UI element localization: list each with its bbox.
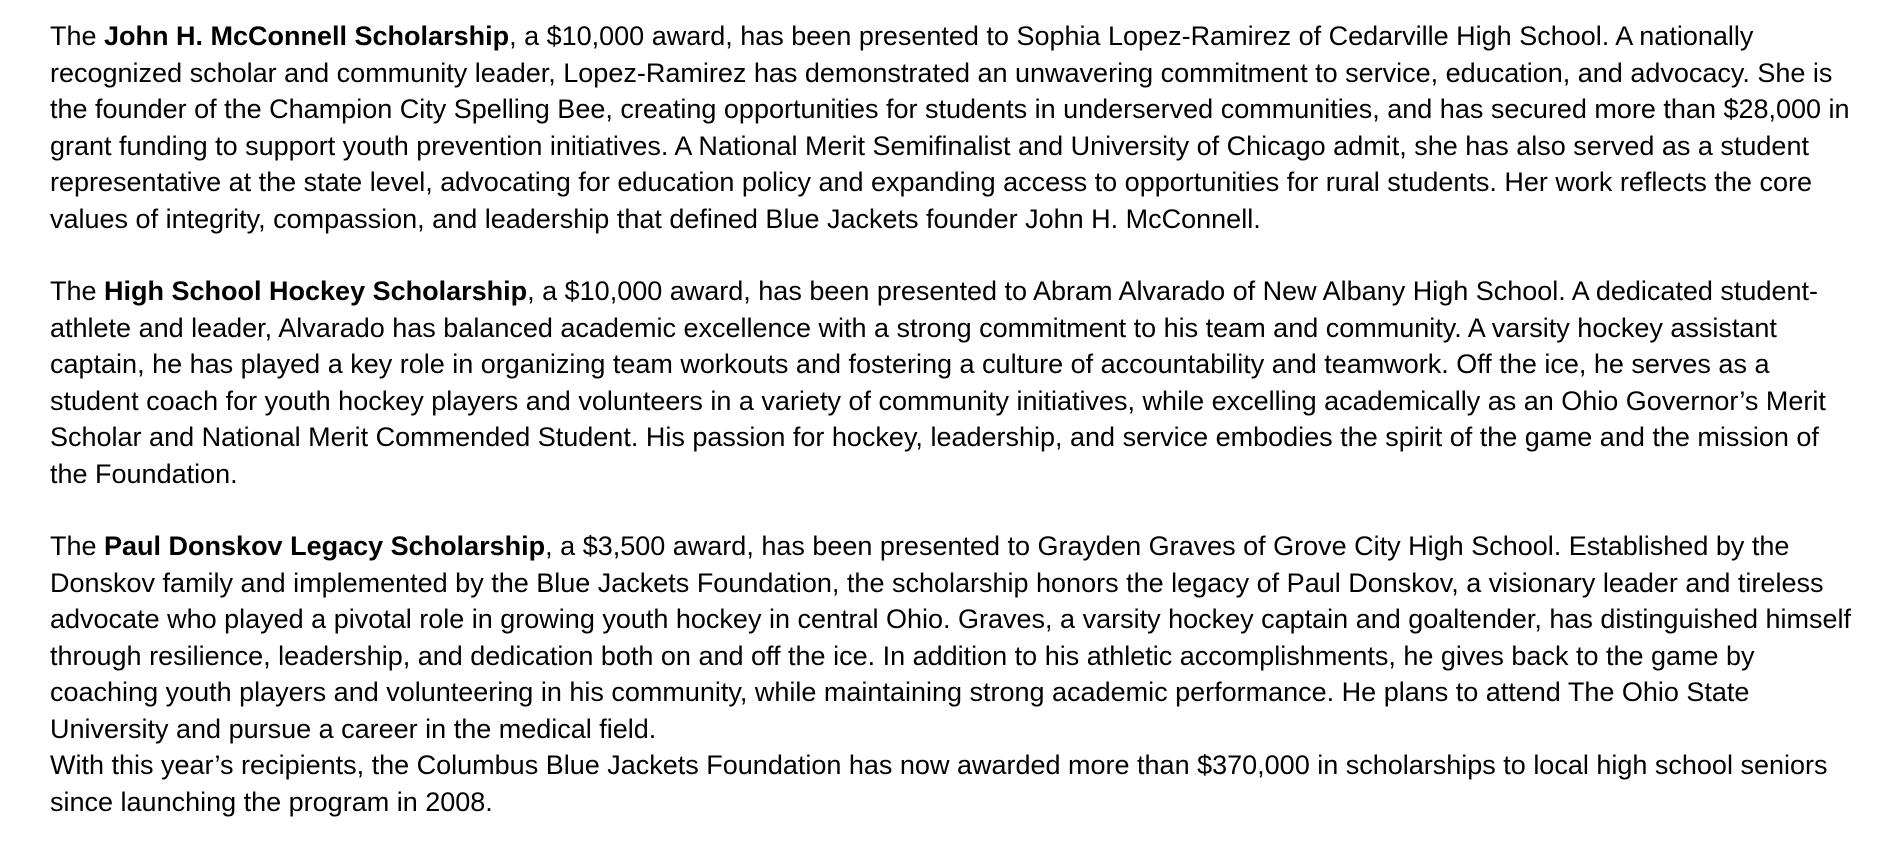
scholarship-name-mcconnell: John H. McConnell Scholarship — [104, 21, 510, 51]
paragraph-donskov-scholarship — [50, 528, 1860, 747]
article-body — [50, 18, 1860, 820]
paragraph-closing: With this year’s recipients, the Columbus Blue Jackets Foundation has now awarded more than $370,000 in scholarships to local high school seniors since launching the program in 2008. — [50, 750, 1828, 817]
paragraph-lead: The — [50, 531, 105, 561]
paragraph-text: , a $10,000 award, has been presented to Sophia Lopez-Ramirez of Cedarville High School. A nationally recognized scholar and community leader, Lopez-Ramirez has demonstrated an unwavering commitment to service, education, and advocacy. She is the founder of the Champion City Spelling Bee, creating opportunities for students in underserved communities, and has secured more than $28,000 in grant funding to support youth prevention initiatives. A National Merit Semifinalist and University of Chicago admit, she has also served as a student representative at the state level, advocating for education policy and expanding access to opportunities for rural students. Her work reflects the core values of integrity, compassion, and leadership that defined Blue Jackets founder John H. McConnell. — [50, 21, 1850, 234]
paragraph-text: , a $3,500 award, has been presented to Grayden Graves of Grove City High School. Established by the Donskov family and implemented by the Blue Jackets Foundation, the scholarship honors the legacy of Paul Donskov, a visionary leader and tireless advocate who played a pivotal role in growing youth hockey in central Ohio. Graves, a varsity hockey captain and goaltender, has distinguished himself through resilience, leadership, and dedication both on and off the ice. In addition to his athletic accomplishments, he gives back to the game by coaching youth players and volunteering in his community, while maintaining strong academic performance. He plans to attend The Ohio State University and pursue a career in the medical field. — [50, 531, 1852, 744]
scholarship-name-donskov: Paul Donskov Legacy Scholarship — [104, 531, 546, 561]
paragraph-hockey-scholarship — [50, 273, 1860, 492]
paragraph-lead: The — [50, 21, 105, 51]
paragraph-lead: The — [50, 276, 105, 306]
paragraph-mcconnell-scholarship — [50, 18, 1860, 237]
scholarship-name-hockey: High School Hockey Scholarship — [104, 276, 528, 306]
paragraph-text: , a $10,000 award, has been presented to Abram Alvarado of New Albany High School. A dedicated student-athlete and leader, Alvarado has balanced academic excellence with a strong commitment to his team and community. A varsity hockey assistant captain, he has played a key role in organizing team workouts and fostering a culture of accountability and teamwork. Off the ice, he serves as a student coach for youth hockey players and volunteers in a variety of community initiatives, while excelling academically as an Ohio Governor’s Merit Scholar and National Merit Commended Student. His passion for hockey, leadership, and service embodies the spirit of the game and the mission of the Foundation. — [50, 276, 1826, 489]
